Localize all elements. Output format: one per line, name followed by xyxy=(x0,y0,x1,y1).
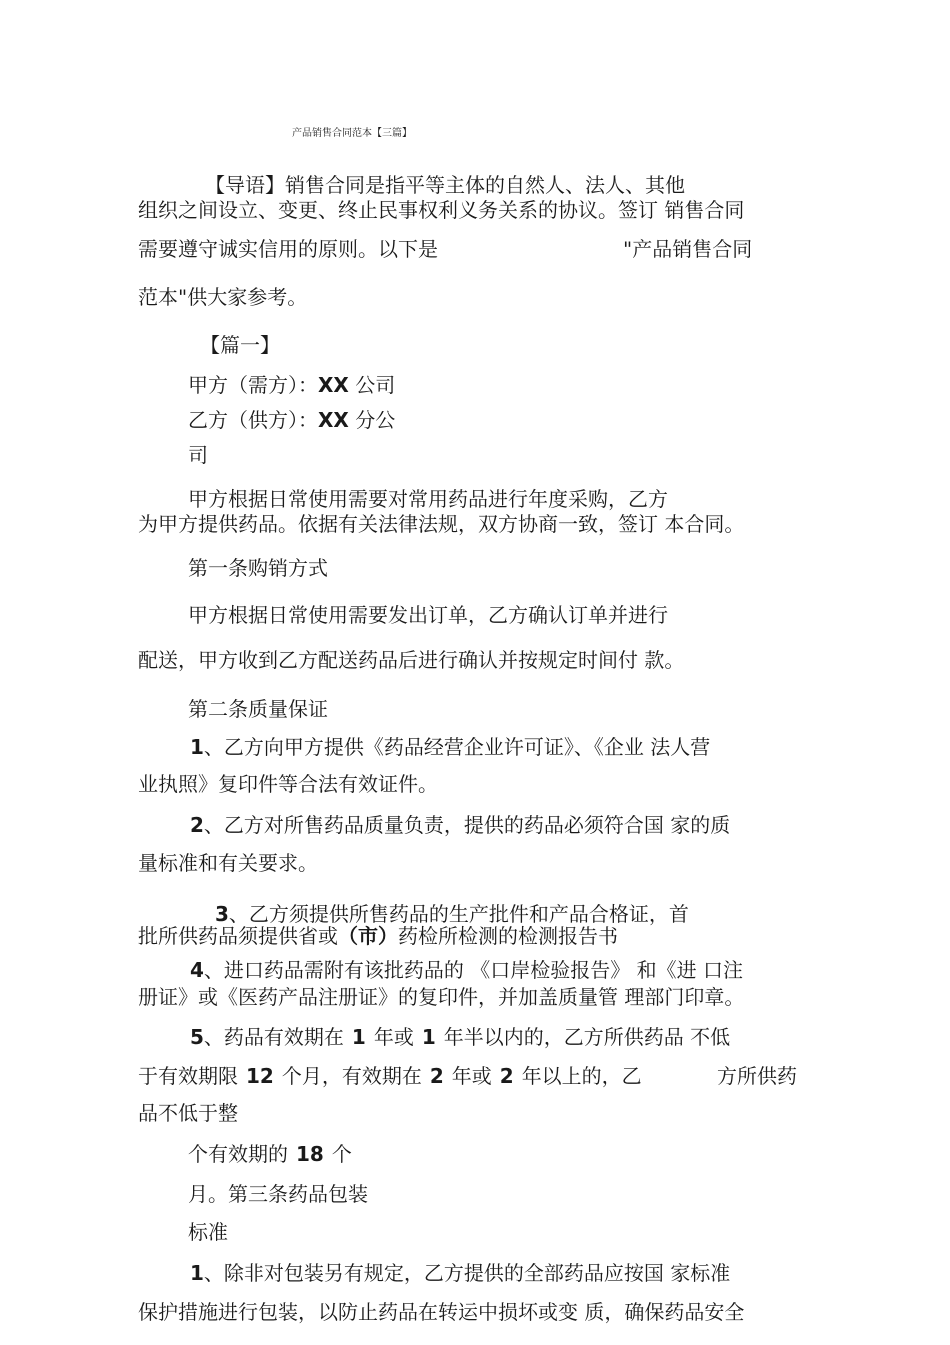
party-a-name: XX xyxy=(318,373,349,397)
item3-text-b3: 药检所检测的检测报告书 xyxy=(398,924,618,948)
item5-line-2-end: 方所供药 xyxy=(717,1064,797,1088)
item5-line-2 xyxy=(138,1064,642,1088)
party-b-suffix: 分公 xyxy=(348,408,396,432)
item3-line-1 xyxy=(215,902,689,926)
item2-line-2: 量标准和有关要求。 xyxy=(138,851,318,875)
item5-line-3: 品不低于整 xyxy=(138,1101,238,1125)
item3-number: 3 xyxy=(215,902,229,926)
article1-title: 第一条购销方式 xyxy=(188,556,328,580)
intro-line-3a: 需要遵守诚实信用的原则。以下是 xyxy=(138,237,438,261)
item5-text-b3: 年或 xyxy=(451,1064,492,1088)
party-a xyxy=(188,373,395,397)
item3-text-b1: 批所供药品须提供省或 xyxy=(138,924,338,948)
intro-line-2: 组织之间设立、变更、终止民事权利义务关系的协议。签订 销售合同 xyxy=(138,198,745,222)
item5-line-1 xyxy=(190,1025,730,1049)
party-b-label: 乙方（供方）： xyxy=(188,408,318,432)
item5-text-a2: 年或 xyxy=(373,1025,414,1049)
item5-text-a1: 、药品有效期在 xyxy=(203,1025,344,1049)
item5-line-4 xyxy=(188,1142,352,1166)
section-title: 【篇一】 xyxy=(200,333,280,357)
intro-line-1: 【导语】销售合同是指平等主体的自然人、法人、其他 xyxy=(205,173,685,197)
article1-line-2: 配送，甲方收到乙方配送药品后进行确认并按规定时间付 款。 xyxy=(138,648,685,672)
intro-line-4: 范本"供大家参考。 xyxy=(138,285,308,309)
para1-line-1: 甲方根据日常使用需要对常用药品进行年度采购，乙方 xyxy=(188,487,668,511)
item1-text: 、乙方向甲方提供《药品经营企业许可证》、《企业 法人营 xyxy=(203,735,711,759)
pack1-text: 、除非对包装另有规定，乙方提供的全部药品应按国 家标准 xyxy=(203,1261,731,1285)
pack1-number: 1 xyxy=(190,1261,204,1285)
para1-line-2: 为甲方提供药品。依据有关法律法规，双方协商一致，签订 本合同。 xyxy=(138,512,745,536)
item1-line-2: 业执照》复印件等合法有效证件。 xyxy=(138,772,438,796)
item5-num-2: 1 xyxy=(421,1025,436,1049)
item5-num-6: 18 xyxy=(296,1142,324,1166)
item3-line-2 xyxy=(138,924,618,948)
item5-num-4: 2 xyxy=(429,1064,444,1088)
item5-text-d2: 个 xyxy=(331,1142,352,1166)
item2-text: 、乙方对所售药品质量负责，提供的药品必须符合国 家的质 xyxy=(203,813,731,837)
item5-number: 5 xyxy=(190,1025,204,1049)
item5-num-5: 2 xyxy=(499,1064,514,1088)
item5-text-d1: 个有效期的 xyxy=(188,1142,288,1166)
party-a-suffix: 公司 xyxy=(348,373,396,397)
article1-line-1: 甲方根据日常使用需要发出订单，乙方确认订单并进行 xyxy=(188,603,668,627)
item5-num-1: 1 xyxy=(351,1025,366,1049)
item5-text-b2: 个月，有效期在 xyxy=(281,1064,422,1088)
item5-text-b1: 于有效期限 xyxy=(138,1064,238,1088)
item5-line-6: 标准 xyxy=(188,1220,228,1244)
item5-num-3: 12 xyxy=(246,1064,274,1088)
item1-number: 1 xyxy=(190,735,204,759)
document-header: 产品销售合同范本【三篇】 xyxy=(292,128,412,139)
item4-line-2: 册证》或《医药产品注册证》的复印件，并加盖质量管 理部门印章。 xyxy=(138,985,745,1009)
item4-number: 4 xyxy=(190,958,204,982)
item4-line-1 xyxy=(190,958,743,982)
item3-text: 、乙方须提供所售药品的生产批件和产品合格证，首 xyxy=(228,902,689,926)
item2-number: 2 xyxy=(190,813,204,837)
item3-city: （市） xyxy=(338,924,398,948)
party-b xyxy=(188,408,395,432)
item4-text: 、进口药品需附有该批药品的 《口岸检验报告》 和《进 口注 xyxy=(203,958,743,982)
item1-line-1 xyxy=(190,735,710,759)
pack1-line-2: 保护措施进行包装，以防止药品在转运中损坏或变 质，确保药品安全 xyxy=(138,1300,745,1324)
party-a-label: 甲方（需方）： xyxy=(188,373,318,397)
item5-line-5: 月。第三条药品包装 xyxy=(188,1182,368,1206)
item5-text-a3: 年半以内的，乙方所供药品 不低 xyxy=(443,1025,731,1049)
party-b-cont: 司 xyxy=(188,443,208,467)
item2-line-1 xyxy=(190,813,730,837)
item5-text-b4: 年以上的，乙 xyxy=(521,1064,642,1088)
intro-line-3b: "产品销售合同 xyxy=(623,237,753,261)
pack1-line-1 xyxy=(190,1261,730,1285)
article2-title: 第二条质量保证 xyxy=(188,697,328,721)
party-b-name: XX xyxy=(318,408,349,432)
